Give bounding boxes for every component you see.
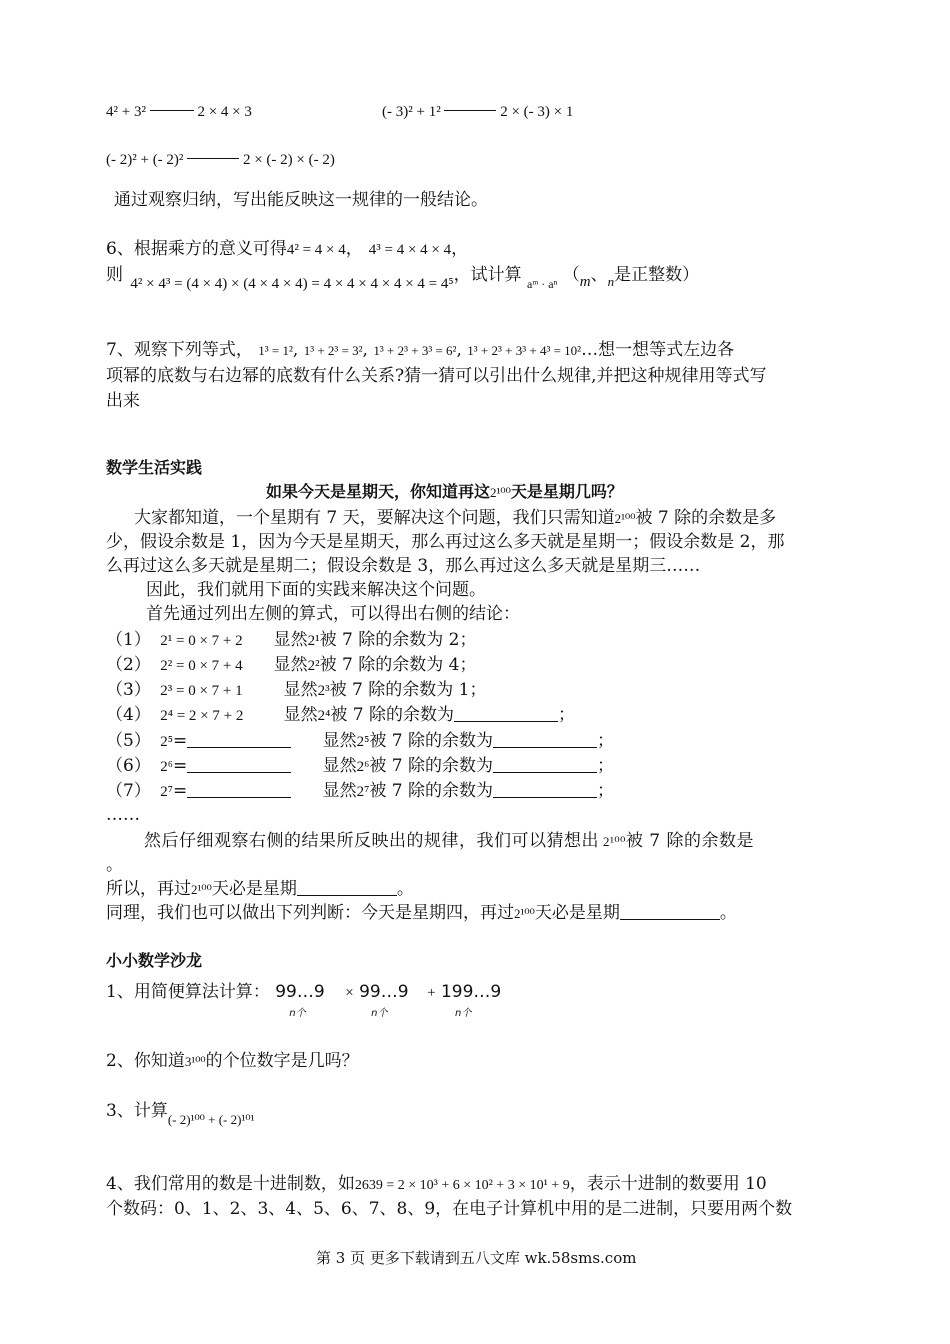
q6-m: m — [579, 274, 591, 290]
row-conclusion-b: 被 7 除的余数为 2； — [319, 630, 477, 650]
row-conclusion-a: 显然 — [283, 680, 318, 700]
p5-a: 所以，再过 — [106, 879, 191, 899]
pow-2-100: 2¹⁰⁰ — [514, 906, 535, 921]
practice-row — [106, 628, 866, 653]
row-number: （3） — [106, 680, 151, 700]
q5-conclusion-text: 通过观察归纳，写出能反映这一规律的一般结论。 — [114, 190, 488, 210]
practice-p3: 首先通过列出左侧的算式，可以得出右侧的结论： — [146, 604, 520, 624]
row-equation: 2³ = 0 × 7 + 1 — [160, 683, 243, 699]
eq-a-lhs: 4² + 3² — [106, 104, 146, 120]
p4-b: 被 7 除的余数是 — [625, 831, 754, 851]
q7-line2: 项幂的底数与右边幂的底数有什么关系?猜一猜可以引出什么规律,并把这种规律用等式写 — [106, 366, 767, 386]
salon-q4-line2: 个数码：0、1、2、3、4、5、6、7、8、9，在电子计算机中用的是二进制，只要用两个数 — [106, 1199, 793, 1219]
q7-formula-4: 1³ + 2³ + 3³ + 4³ = 10² — [467, 343, 582, 358]
row-base: 2⁶ — [160, 759, 173, 775]
equation-pair-b — [382, 100, 682, 124]
practice-p2: 因此，我们就用下面的实践来解决这个问题。 — [146, 580, 486, 600]
salon-q2-b: 的个位数字是几吗？ — [205, 1051, 359, 1071]
p1-b: 被 7 除的余数是多 — [635, 508, 777, 528]
q6-formula-3: 4² × 4³ = (4 × 4) × (4 × 4 × 4) = 4 × 4 × 4 × 4 × 4 = 4⁵ — [130, 276, 454, 292]
p6-end: 。 — [719, 903, 737, 923]
row-power: 2¹ — [307, 633, 320, 649]
p1-a: 大家都知道，一个星期有 7 天，要解决这个问题，我们只需知道 — [134, 508, 615, 528]
eq-c-rhs: 2 × (- 2) × (- 2) — [242, 152, 335, 168]
q6-paren: （ — [562, 265, 580, 285]
salon-q2 — [106, 1049, 866, 1074]
row-conclusion-a: 显然 — [283, 705, 318, 725]
row-conclusion-b: 被 7 除的余数为 1； — [329, 680, 487, 700]
p5-end: 。 — [396, 879, 414, 899]
practice-p1-line2: 少，假设余数是 1，因为今天是星期天，那么再过这么多天就是星期一；假设余数是 2，那 — [106, 532, 785, 552]
practice-title-b: 天是星期几吗？ — [510, 482, 623, 501]
salon-q4-a: 4、我们常用的数是十进制数，如 — [106, 1174, 355, 1194]
practice-p4 — [144, 829, 904, 854]
practice-p5 — [106, 877, 866, 902]
blank-line — [187, 158, 239, 159]
salon-q3 — [106, 1099, 866, 1127]
row-number: （4） — [106, 705, 151, 725]
q7-formula-1: 1³ = 1² — [258, 343, 293, 358]
salon-q4-line1 — [106, 1172, 866, 1198]
salon-q4-b: ，表示十进制的数要用 10 — [569, 1174, 767, 1194]
p5-b: 天必是星期 — [211, 879, 297, 899]
row-conclusion-b: 被 7 除的余数为 — [369, 756, 493, 776]
row-equation: 2² = 0 × 7 + 4 — [160, 658, 243, 674]
row-tail: ； — [596, 756, 614, 776]
practice-p1-line3: 么再过这么多天就是星期二；假设余数是 3，那么再过这么多天就是星期三…… — [106, 556, 701, 576]
row-conclusion-b: 被 7 除的余数为 — [369, 781, 493, 801]
salon-q1-op-1: × — [345, 985, 354, 1001]
row-equals: = — [172, 756, 188, 776]
row-conclusion-a: 显然 — [322, 731, 357, 751]
p4-a: 然后仔细观察右侧的结果所反映出的规律，我们可以猜想出 — [144, 831, 599, 851]
q6-then: 则 — [106, 265, 123, 285]
row-equals: = — [172, 781, 188, 801]
q7-line3: 出来 — [106, 391, 140, 411]
row-equation: 2⁴ = 2 × 7 + 2 — [160, 708, 244, 724]
row-tail: ； — [558, 705, 575, 725]
row-base: 2⁵ — [160, 734, 173, 750]
row-number: （7） — [106, 781, 151, 801]
answer-blank[interactable] — [493, 781, 597, 798]
answer-blank[interactable] — [493, 731, 597, 748]
eq-b-lhs: (- 3)² + 1² — [382, 104, 441, 120]
row-equation: 2¹ = 0 × 7 + 2 — [160, 633, 243, 649]
q6-sep: ， — [345, 239, 363, 259]
row-conclusion-a: 显然 — [322, 781, 357, 801]
answer-blank[interactable] — [187, 756, 291, 773]
page-footer: 第 3 页 更多下载请到五八文库 wk.58sms.com — [316, 1249, 637, 1267]
practice-p6 — [106, 901, 866, 926]
row-conclusion-b: 被 7 除的余数为 4； — [319, 655, 477, 675]
q7-lead: 7、观察下列等式， — [106, 340, 253, 360]
q6-try: ，试计算 — [453, 265, 522, 285]
salon-q1-term-3: 199…9 — [440, 982, 502, 1002]
pow-3-100: 3¹⁰⁰ — [184, 1054, 206, 1069]
practice-title — [266, 480, 766, 505]
answer-blank[interactable] — [454, 705, 558, 722]
ellipsis: …… — [106, 805, 140, 825]
salon-q1 — [106, 980, 866, 1019]
section-heading-salon: 小小数学沙龙 — [106, 951, 203, 970]
pow-2-100: 2¹⁰⁰ — [490, 485, 511, 500]
section-heading-practice: 数学生活实践 — [106, 458, 203, 477]
answer-blank[interactable] — [187, 731, 291, 748]
row-power: 2³ — [317, 683, 330, 699]
salon-q1-lead: 1、用简便算法计算： — [106, 982, 270, 1002]
answer-blank[interactable] — [297, 879, 397, 896]
answer-blank[interactable] — [187, 781, 291, 798]
eq-a-rhs: 2 × 4 × 3 — [197, 104, 252, 120]
practice-row — [106, 779, 866, 804]
salon-q4-expr: 2639 = 2 × 10³ + 6 × 10² + 3 × 10¹ + 9 — [354, 1178, 570, 1193]
eq-c-lhs: (- 2)² + (- 2)² — [106, 152, 184, 168]
row-number: （5） — [106, 731, 151, 751]
salon-q1-sub-1: n个 — [289, 1008, 306, 1019]
row-power: 2⁴ — [317, 708, 331, 724]
q7-formula-2: 1³ + 2³ = 3² — [303, 343, 363, 358]
practice-row — [106, 653, 866, 678]
p6-b: 天必是星期 — [534, 903, 620, 923]
row-power: 2⁵ — [356, 734, 370, 750]
answer-blank[interactable] — [620, 903, 720, 920]
eq-b-rhs: 2 × (- 3) × 1 — [500, 104, 574, 120]
salon-q1-op-2: + — [427, 985, 436, 1001]
practice-row — [106, 678, 866, 703]
row-equals: = — [172, 731, 188, 751]
q7-line1: 7、观察下列等式， 1³ = 1², 1³ + 2³ = 3², 1³ + 2³ + 3³ = 6², 1³ + 2³ + 3³ + 4³ = 10²…想一想等式左边各 — [106, 340, 735, 360]
practice-title-a: 如果今天是星期天，你知道再这 — [266, 482, 491, 501]
q6-end: ， — [451, 239, 469, 259]
row-conclusion-a: 显然 — [273, 655, 308, 675]
practice-p4-end: 。 — [106, 855, 123, 875]
salon-q3-a: 3、计算 — [106, 1101, 168, 1121]
row-tail: ； — [596, 731, 614, 751]
row-base: 2⁷ — [160, 784, 173, 800]
pow-2-100: 2¹⁰⁰ — [191, 882, 212, 897]
row-conclusion-a: 显然 — [273, 630, 308, 650]
blank-line — [444, 110, 496, 111]
q6-line1 — [106, 237, 866, 262]
salon-q2-a: 2、你知道 — [106, 1051, 185, 1071]
q6-line2 — [106, 263, 866, 292]
salon-q1-sub-3: n个 — [454, 1008, 472, 1019]
pow-2-100: 2¹⁰⁰ — [614, 511, 636, 526]
row-number: （2） — [106, 655, 151, 675]
row-conclusion-b: 被 7 除的余数为 — [330, 705, 454, 725]
row-conclusion-b: 被 7 除的余数为 — [369, 731, 493, 751]
q6-n: n — [607, 274, 615, 289]
pow-2-100: 2¹⁰⁰ — [603, 834, 626, 849]
row-power: 2² — [307, 658, 320, 674]
q6-formula-1: 4² = 4 × 4 — [286, 242, 346, 258]
row-power: 2⁷ — [356, 784, 370, 800]
practice-row — [106, 729, 866, 754]
q7-formula-3: 1³ + 2³ + 3³ = 6² — [373, 343, 457, 358]
q6-formula-4: aᵐ · aⁿ — [527, 277, 558, 291]
row-tail: ； — [596, 781, 614, 801]
p6-a: 同理，我们也可以做出下列判断：今天是星期四，再过 — [106, 903, 514, 923]
blank-line — [150, 110, 194, 111]
practice-p1-line1 — [134, 506, 894, 531]
practice-row — [106, 703, 866, 728]
salon-q1-term-2: 99…9 — [359, 982, 409, 1002]
equation-pair-c — [106, 148, 866, 172]
q6-lead: 6、根据乘方的意义可得 — [106, 239, 287, 259]
row-conclusion-a: 显然 — [322, 756, 357, 776]
q6-dun: 、 — [590, 265, 608, 285]
q7-after: …想一想等式左边各 — [581, 340, 735, 360]
q6-formula-2: 4³ = 4 × 4 × 4 — [368, 242, 452, 258]
row-number: （6） — [106, 756, 151, 776]
q6-cond: 是正整数） — [614, 265, 700, 285]
salon-q3-expr: (- 2)¹⁰⁰ + (- 2)¹⁰¹ — [167, 1112, 255, 1127]
practice-row — [106, 754, 866, 779]
salon-q1-term-1: 99…9 — [275, 982, 325, 1002]
row-number: （1） — [106, 630, 151, 650]
answer-blank[interactable] — [493, 756, 597, 773]
row-power: 2⁶ — [356, 759, 370, 775]
salon-q1-sub-2: n个 — [371, 1008, 388, 1019]
